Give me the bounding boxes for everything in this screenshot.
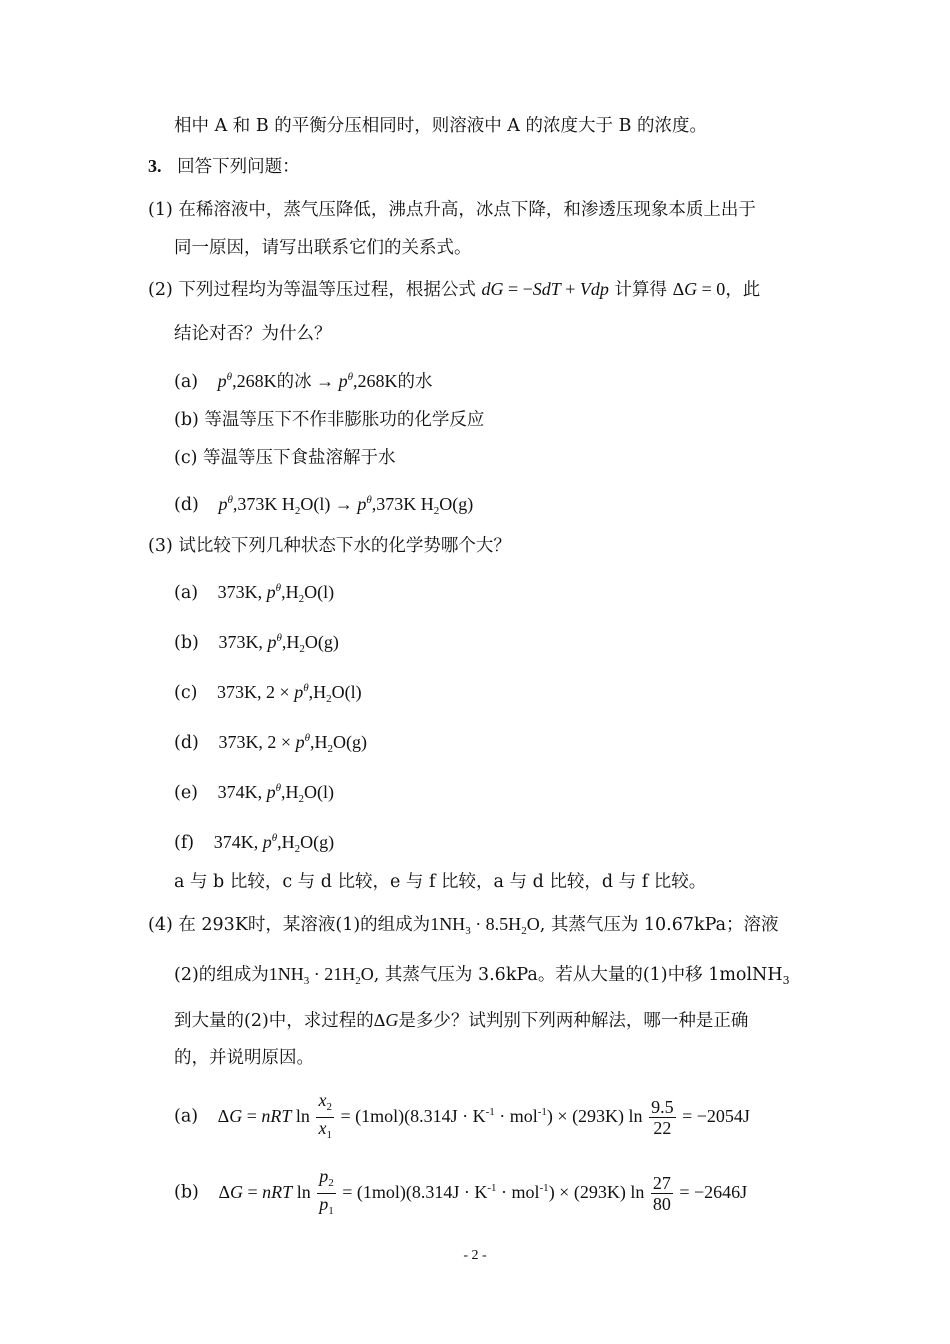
formula-ice: $p^\theta,268K$ <box>217 371 277 391</box>
part-2-compute: 计算得 <box>614 280 667 300</box>
part-4-solution-2: (2)的组成为 <box>174 965 269 985</box>
state-formula: 373K, $2 \times p^\theta,H_2O(l)$ <box>217 682 362 705</box>
part-2-item-d <box>174 488 473 523</box>
item-label: (f) <box>174 833 195 853</box>
item-text-water: 的水 <box>397 372 433 392</box>
part-3-item-d <box>174 726 367 761</box>
item-label: (d) <box>174 733 199 753</box>
equation-b: ΔG = nRT ln $\frac{p_2}{p_1}$ = $(1mol)(8.314J \cdot K^{-1} \cdot mol^{-1}) \times (293K)$ ln $\frac{27}{80}$ = −2646J <box>218 1166 748 1217</box>
question-3-number: 3. <box>148 156 162 176</box>
state-formula: 374K, $p^\theta,H_2O(l)$ <box>217 782 334 805</box>
part-2-line-a <box>148 277 760 302</box>
arrow-icon: → <box>311 371 339 391</box>
part-4-ask: 到大量的(2)中，求过程的 <box>174 1011 374 1031</box>
part-2-item-a <box>174 365 432 394</box>
state-formula: 373K, $p^\theta,H_2O(g)$ <box>218 632 339 655</box>
part-2-tail: ，此 <box>725 280 761 300</box>
part-4-intro: (4) 在 293K时，某溶液(1)的组成为 <box>148 915 431 935</box>
part-2-item-c: (c) 等温等压下食盐溶解于水 <box>174 448 396 468</box>
part-3-item-e <box>174 776 334 811</box>
part-2-line-b: 结论对否？为什么？ <box>174 324 332 344</box>
item-label: (e) <box>174 783 199 803</box>
part-4-solution-b <box>174 1166 747 1221</box>
state-formula: 373K, $p^\theta,H_2O(l)$ <box>217 582 335 605</box>
formula-solution-2: $1NH_3 \cdot 21H_2O$ <box>268 964 374 987</box>
state-formula: 374K, $p^\theta,H_2O(g)$ <box>213 832 335 855</box>
formula-dG: dG = −SdT + Vdp <box>481 279 609 299</box>
item-label: (d) <box>174 495 199 515</box>
item-text-ice: 的冰 <box>276 372 312 392</box>
part-3-item-a <box>174 576 334 611</box>
text-line-continuation: 相中 A 和 B 的平衡分压相同时，则溶液中 A 的浓度大于 B 的浓度。 <box>174 116 707 136</box>
part-1-line-a: (1) 在稀溶液中，蒸气压降低，沸点升高，冰点下降，和渗透压现象本质上出于 <box>148 200 756 220</box>
part-4-pressure-2: , 其蒸气压为 3.6kPa。若从大量的(1)中移 1molNH <box>373 965 783 985</box>
part-3-item-f <box>174 826 334 861</box>
formula-delta-G-zero: ΔG = 0 <box>672 279 726 299</box>
part-3-item-b <box>174 626 339 661</box>
part-4-line-d: 的，并说明原因。 <box>174 1048 314 1068</box>
item-label: (a) <box>174 583 199 603</box>
part-4-line-c <box>174 1008 748 1033</box>
part-4-solution-a <box>174 1090 750 1145</box>
item-label: (c) <box>174 683 198 703</box>
part-4-ask-tail: 是多少？试判别下列两种解法，哪一种是正确 <box>398 1011 749 1031</box>
equation-a: ΔG = nRT ln $\frac{x_2}{x_1}$ = $(1mol)(8.314J \cdot K^{-1} \cdot mol^{-1}) \times (293K)$ ln $\frac{9.5}{22}$ = −2054J <box>217 1090 750 1141</box>
part-2-item-b: (b) 等温等压下不作非膨胀功的化学反应 <box>174 410 485 430</box>
item-label: (a) <box>174 372 199 392</box>
formula-delta-G: ΔG <box>373 1010 399 1030</box>
item-label: (b) <box>174 1182 199 1203</box>
formula-solution-1: $1NH_3 \cdot 8.5H_2O$ <box>430 914 540 937</box>
formula-vaporization: $p^\theta,373K$ $H_2O(l) \to p^\theta,373K$ $H_2O(g)$ <box>218 494 474 517</box>
part-2-intro: (2) 下列过程均为等温等压过程，根据公式 <box>148 280 476 300</box>
part-4-line-b: (2)的组成为$1NH_3 \cdot 21H_2O$, 其蒸气压为 3.6kPa。若从大量的(1)中移 1molNH$_3$ <box>174 964 790 987</box>
part-3-comparisons: a 与 b 比较，c 与 d 比较，e 与 f 比较，a 与 d 比较，d 与 f 比较。 <box>174 872 707 892</box>
state-formula: 373K, $2 \times p^\theta,H_2O(g)$ <box>218 732 367 755</box>
page-number: - 2 - <box>463 1248 487 1263</box>
part-3-item-c <box>174 676 362 711</box>
part-4-pressure-1: , 其蒸气压为 10.67kPa；溶液 <box>539 915 779 935</box>
question-3-heading <box>148 154 300 179</box>
item-label: (a) <box>174 1106 199 1127</box>
part-3-question: (3) 试比较下列几种状态下水的化学势哪个大？ <box>148 536 511 556</box>
part-1-line-b: 同一原因，请写出联系它们的关系式。 <box>174 238 472 258</box>
item-label: (b) <box>174 633 199 653</box>
part-4-line-a <box>148 912 779 943</box>
formula-water: $p^\theta,268K$ <box>338 371 398 391</box>
question-3-title: 回答下列问题： <box>177 157 300 177</box>
